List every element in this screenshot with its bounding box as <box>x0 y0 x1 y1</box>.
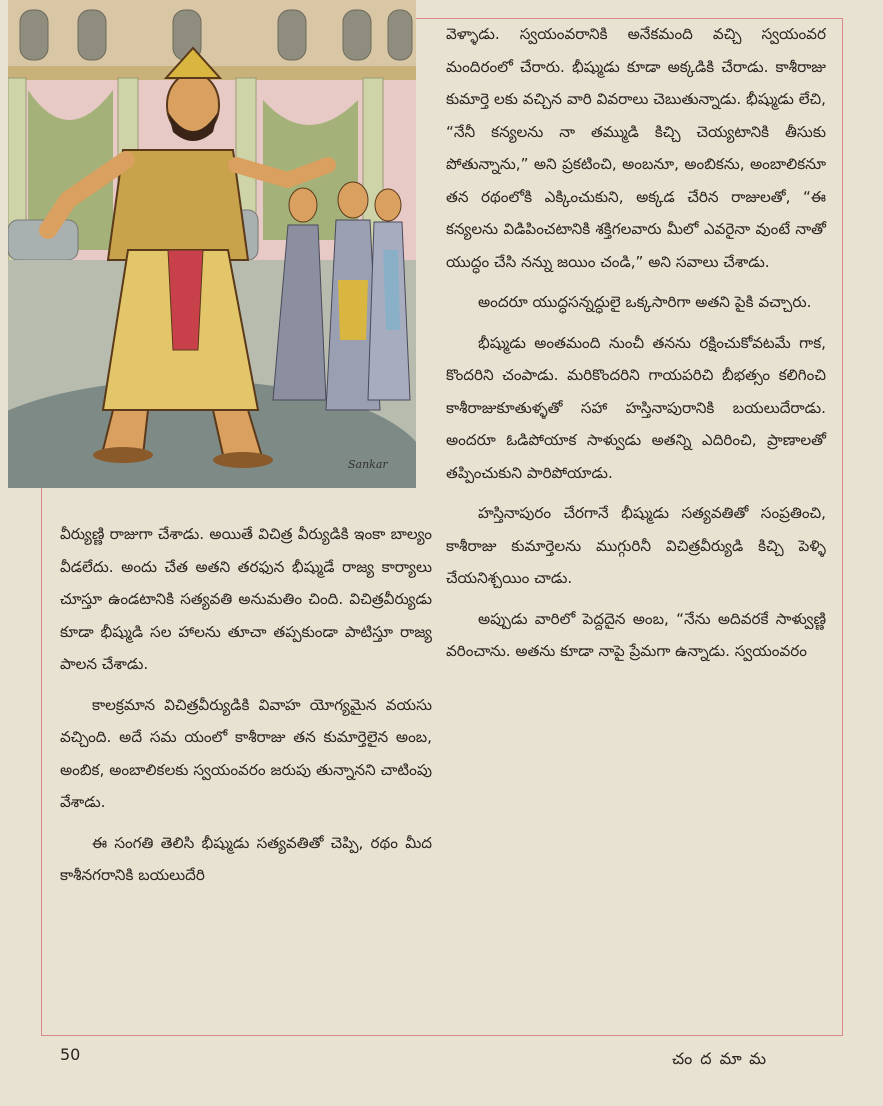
page-number: 50 <box>60 1045 81 1064</box>
text-column-left <box>60 518 432 900</box>
paragraph: ఈ సంగతి తెలిసి భీష్ముడు సత్యవతితో చెప్పి, రథం మీద కాశీనగరానికి బయలుదేరి <box>60 833 432 884</box>
magazine-name: చందమామ <box>672 1049 775 1068</box>
paragraph: అందరూ యుద్ధసన్నద్ధులై ఒక్కసారిగా అతని పైకి వచ్చారు. <box>478 293 812 311</box>
paragraph: వెళ్ళాడు. స్వయంవరానికి అనేకమంది వచ్చి స్వయంవర మందిరంలో చేరారు. భీష్ముడు కూడా అక్కడికి చేరాడు. కాశీరాజు కుమార్తె లకు వచ్చిన వారి వివరాలు చెబుతున్నాడు. భీష్ముడు లేచి, “నేనీ కన్యలను నా తమ్ముడి కిచ్చి చెయ్యటానికి తీసుకు పోతున్నాను,” అని ప్రకటించి, అంబనూ, అంబికను, అంబాలికనూ తన రథంలోకి ఎక్కించుకుని, అక్కడ చేరిన రాజులతో, “ఈ కన్యలను విడిపించటానికి శక్తిగలవారు మీలో ఎవరైనా వుంటే నాతో యుద్ధం చేసి నన్ను జయిం చండి,” అని సవాలు చేశాడు. <box>446 25 826 271</box>
illustration-art <box>8 0 416 488</box>
paragraph: అప్పుడు వారిలో పెద్దదైన అంబ, “నేను అదివరకే సాళ్వుణ్ణి వరించాను. అతను కూడా నాపై ప్రేమగా ఉన్నాడు. స్వయంవరం <box>446 609 826 660</box>
paragraph: హస్తినాపురం చేరగానే భీష్ముడు సత్యవతితో సంప్రతించి, కాశీరాజు కుమార్తెలను ముగ్గురినీ విచిత్రవీర్యుడి కిచ్చి పెళ్ళి చేయనిశ్చయిం చాడు. <box>446 504 826 587</box>
text-column-right <box>446 18 826 676</box>
illustration <box>8 0 416 488</box>
artist-signature: Sankar <box>348 458 388 471</box>
paragraph: భీష్ముడు అంతమంది నుంచీ తనను రక్షించుకోవటమే గాక, కొందరిని చంపాడు. మరికొందరిని గాయపరిచి బీభత్సం కలిగించి కాశీరాజుకూతుళ్ళతో సహా హస్తినాపురానికి బయలుదేరాడు. అందరూ ఓడిపోయాక సాళ్వుడు అతన్ని ఎదిరించి, ప్రాణాలతో తప్పించుకుని పారిపోయాడు. <box>446 333 826 482</box>
paragraph: వీర్యుణ్ణి రాజుగా చేశాడు. అయితే విచిత్ర వీర్యుడికి ఇంకా బాల్యం వీడలేదు. అందు చేత అతని తరఫున భీష్ముడే రాజ్య కార్యాలు చూస్తూ ఉండటానికి సత్యవతి అనుమతిం చింది. విచిత్రవీర్యుడు కూడా భీష్ముడి సల హాలను తూచా తప్పకుండా పాటిస్తూ రాజ్య పాలన చేశాడు. <box>60 525 432 673</box>
paragraph: కాలక్రమాన విచిత్రవీర్యుడికి వివాహ యోగ్యమైన వయసు వచ్చింది. అదే సమ యంలో కాశీరాజు తన కుమార్తెలైన అంబ, అంబిక, అంబాలికలకు స్వయంవరం జరుపు తున్నానని చాటింపు వేశాడు. <box>60 695 432 811</box>
